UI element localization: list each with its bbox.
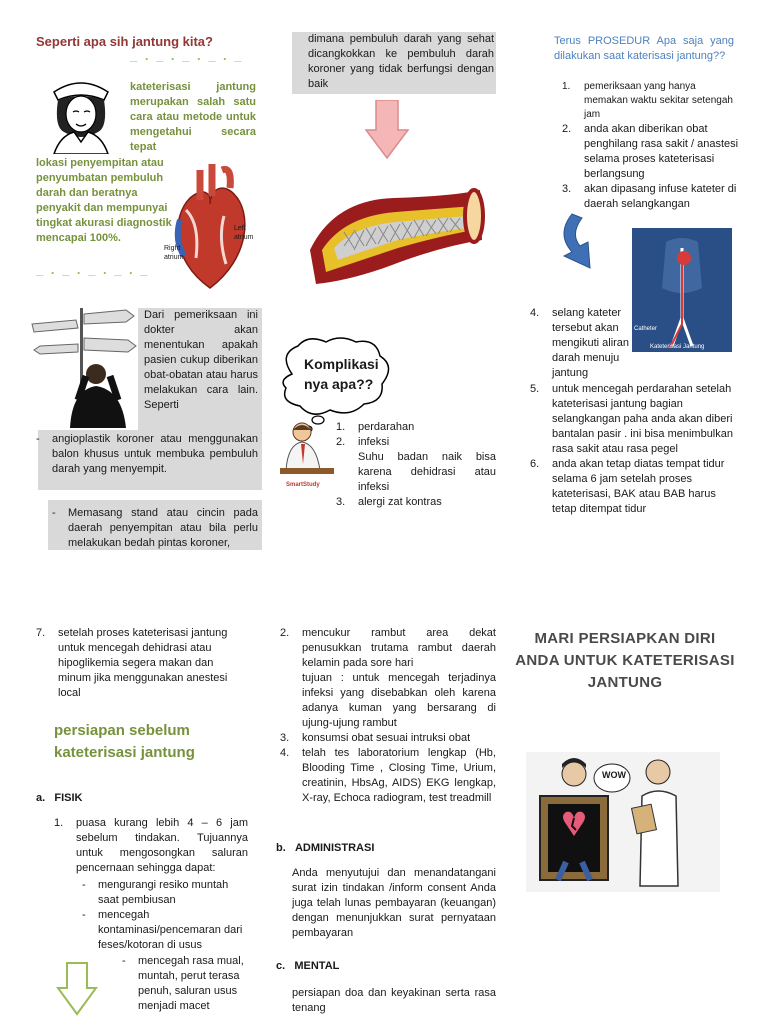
stent-list (46, 506, 258, 551)
list-item: - mencegah kontaminasi/pencemaran dari feses/kotoran di usus (76, 908, 252, 953)
procedure-title: Terus PROSEDUR Apa saja yang dilakukan saat katerisasi jantung?? (554, 35, 734, 62)
fisik-list (54, 816, 248, 876)
procedure-list-bottom (530, 382, 736, 517)
mental-text: persiapan doa dan keyakinan serta rasa tenang (292, 987, 496, 1014)
bubble-question: Komplikasi nya apa?? (304, 356, 379, 392)
list-item: 1. perdarahan (336, 421, 415, 433)
prep-list-continued (280, 626, 496, 806)
list-item: 5. untuk mencegah perdarahan setelah kateterisasi jantung bagian selangkangan paha anda akan diberi bantalan pasir . ini bisa menimbulkan rasa sakit atau rasa pegel (530, 383, 733, 455)
list-item: 6. anda akan tetap diatas tempat tidur selama 6 jam setelah proses kateterisasi, BAK atau BAB harus tetap ditempat tidur (530, 458, 725, 515)
signpost-man-illustration (26, 304, 138, 428)
smartstudy-logo-text: SmartStudy (286, 482, 320, 488)
list-item: - angioplastik koroner atau menggunakan balon khusus untuk membuka pembuluh darah yang menyempit. (30, 432, 258, 477)
right-atrium-label: Right atrium (164, 245, 184, 261)
list-item: 4. telah tes laboratorium lengkap (Hb, Blooding Time , Closing Time, Urium, creatinin, HbsAg, AIDS) EKG lengkap, X-ray, Echoca radiogram, test treadmill (280, 747, 496, 804)
xray-catheter-label: Catheter (634, 326, 658, 332)
angio-list (30, 432, 258, 477)
xray-caption: Kateterisasi Jantung (650, 344, 705, 350)
arrow-down-icon (56, 962, 98, 1016)
dash-divider-top: _ . _ . _ . _ . _ (130, 48, 244, 63)
list-item: 7. setelah proses kateterisasi jantung untuk mencegah dehidrasi atau hipoglikemia segera makan dan minum jika menggunakan anestesi local (36, 627, 228, 699)
list-item: - Memasang stand atau cincin pada daerah penyempitan atau bila perlu melakukan bedah pintas koroner, (46, 506, 258, 551)
cover-title: MARI PERSIAPKAN DIRI ANDA UNTUK KATETERISASI JANTUNG (515, 630, 735, 691)
heart-title: Seperti apa sih jantung kita? (36, 34, 213, 49)
list-item: 1. pemeriksaan yang hanya memakan waktu sekitar setengah jam (562, 81, 733, 120)
arrow-down-icon (364, 100, 410, 160)
nurse-illustration (40, 72, 122, 154)
list-item: - mengurangi resiko muntah saat pembiusan (76, 878, 252, 908)
left-atrium-label: Left atrium (234, 225, 254, 241)
fisik-sublist (76, 878, 252, 953)
complication-list (336, 420, 496, 510)
after-procedure-list (36, 626, 240, 701)
list-item: 1. puasa kurang lebih 4 – 6 jam sebelum tindakan. Tujuannya untuk mengosongkan saluran pencernaan sehingga dapat: (54, 817, 248, 874)
list-item: 3. konsumsi obat sesuai intruksi obat (280, 732, 471, 744)
prep-title: persiapan sebelum kateterisasi jantung (54, 722, 195, 761)
procedure-step4 (530, 306, 634, 381)
wow-speech-text: WOW (602, 770, 626, 780)
procedure-list-top (562, 80, 740, 212)
catheter-xray-image (632, 228, 732, 352)
stent-artery-illustration (304, 180, 486, 292)
admin-text: Anda menyutujui dan menandatangani surat izin tindakan /inform consent Anda juga telah lunas pembayaran (keuangan) dengan menunjukkan surat pernyataan pembayaran (292, 867, 496, 939)
mental-heading: c. MENTAL (276, 960, 340, 972)
list-item: 2. anda akan diberikan obat penghilang rasa sakit / anastesi selama proses kateterisasi berlangsung (562, 123, 739, 180)
dash-divider-bottom: _ . _ . _ . _ . _ (36, 262, 150, 277)
exam-text: Dari pemeriksaan ini dokter akan menentukan apakah pasien cukup diberikan obat-obatan atau harus melakukan cara lain. Seperti (144, 309, 258, 411)
list-item: 3. akan dipasang infuse kateter di daerah selangkangan (562, 183, 737, 210)
list-item: 2. mencukur rambut area dekat penusukkan trutama rambut daerah kelamin pada sore hari (280, 627, 496, 669)
list-item: 3. alergi zat kontras (336, 496, 442, 508)
list-item: 2. infeksi (336, 436, 390, 448)
graft-text: dimana pembuluh darah yang sehat dicangkokkan ke pembuluh darah koroner yang tidak berfungsi dengan baik (308, 33, 494, 90)
list-item: tujuan : untuk mencegah terjadinya infeksi yang disebabkan oleh karena adanya kuman yang bersarang di ujung-ujung rambut (302, 672, 496, 729)
curved-arrow-icon (556, 212, 606, 270)
fisik-heading: a. FISIK (36, 792, 83, 804)
list-item: 4. selang kateter tersebut akan mengikuti aliran darah menuju jantung (530, 307, 630, 379)
list-item: Suhu badan naik bisa karena dehidrasi atau infeksi (358, 451, 496, 493)
fisik-subsublist (116, 954, 262, 1014)
list-item: - mencegah rasa mual, muntah, perut terasa penuh, saluran usus menjadi macet (116, 954, 262, 1014)
admin-heading: b. ADMINISTRASI (276, 842, 375, 854)
thinking-man-illustration (280, 420, 338, 488)
intro-text-continued: lokasi penyempitan atau penyumbatan pembuluh darah dan beratnya penyakit dan mempunyai tingkat akurasi diagnostik mencapai 100%. (36, 157, 172, 244)
intro-text: kateterisasi jantung merupakan salah satu cara atau metode untuk mengetahui secara tepat (130, 81, 256, 153)
